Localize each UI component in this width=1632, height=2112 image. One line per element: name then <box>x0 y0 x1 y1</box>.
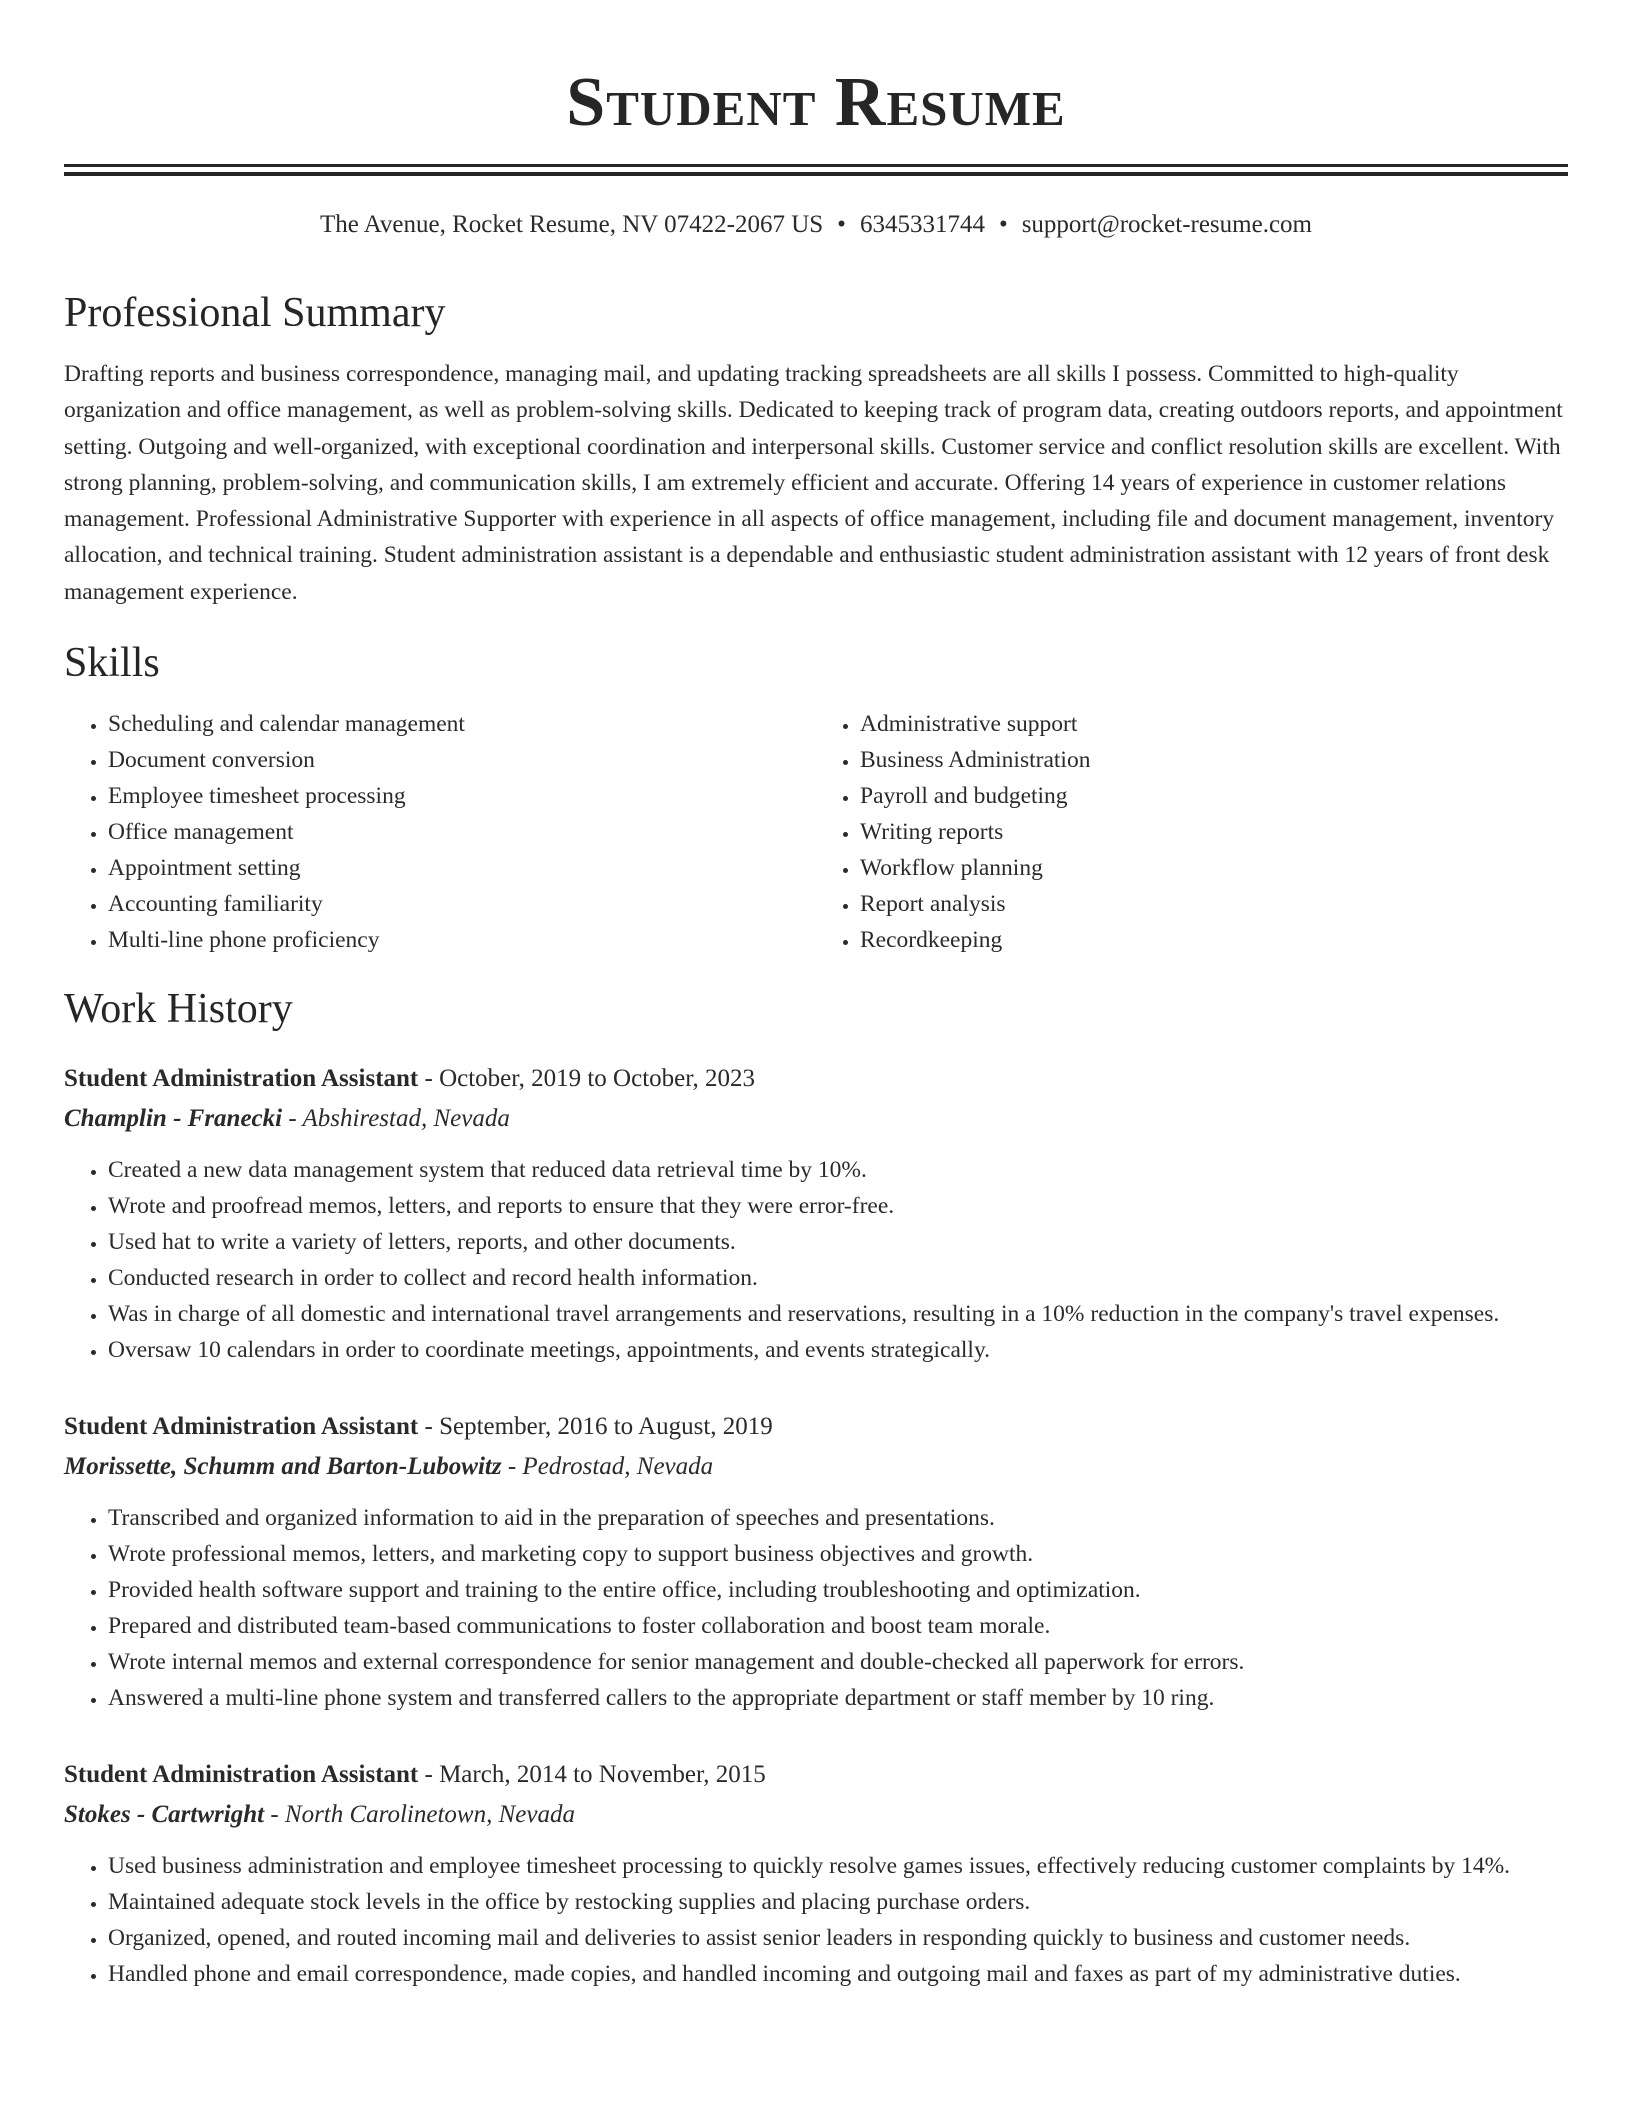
skills-list-right <box>816 706 1568 958</box>
job-location: - Pedrostad, Nevada <box>501 1453 714 1481</box>
skills-list-left <box>64 706 816 958</box>
skill-item: • Employee timesheet processing <box>108 778 816 814</box>
job-entry <box>64 1060 1568 1368</box>
job-bullet: • Answered a multi-line phone system and transferred callers to the appropriate department or staff member by 10 ring. <box>108 1680 1568 1716</box>
job-bullet: • Wrote and proofread memos, letters, and reports to ensure that they were error-free. <box>108 1188 1568 1224</box>
job-location: - North Carolinetown, Nevada <box>264 1801 575 1829</box>
job-bullets <box>64 1500 1568 1716</box>
job-company-line <box>64 1796 1568 1834</box>
skill-item: • Document conversion <box>108 742 816 778</box>
job-entry <box>64 1408 1568 1716</box>
resume-title: Student Resume <box>566 64 1066 141</box>
contact-separator: • <box>998 211 1008 238</box>
skills-heading: Skills <box>64 640 160 687</box>
skill-item: • Scheduling and calendar management <box>108 706 816 742</box>
job-dates: - March, 2014 to November, 2015 <box>418 1761 766 1789</box>
job-bullet: • Handled phone and email correspondence, made copies, and handled incoming and outgoing mail and faxes as part of my administrative duties. <box>108 1956 1568 1992</box>
skill-item: • Accounting familiarity <box>108 886 816 922</box>
job-title-line <box>64 1408 1568 1446</box>
resume-content <box>64 0 1568 1992</box>
job-dates: - September, 2016 to August, 2019 <box>418 1413 773 1441</box>
job-bullet: • Organized, opened, and routed incoming mail and deliveries to assist senior leaders in responding quickly to business and customer needs. <box>108 1920 1568 1956</box>
title-divider <box>64 164 1568 176</box>
contact-line <box>64 210 1568 240</box>
job-company: Champlin - Franecki <box>64 1105 283 1133</box>
skill-item: • Recordkeeping <box>860 922 1568 958</box>
job-title-line <box>64 1060 1568 1098</box>
job-title-line <box>64 1756 1568 1794</box>
job-bullet: • Was in charge of all domestic and international travel arrangements and reservations, resulting in a 10% reduction in the company's travel expenses. <box>108 1296 1568 1332</box>
job-company-line <box>64 1100 1568 1138</box>
job-entry <box>64 1756 1568 1992</box>
skill-item: • Appointment setting <box>108 850 816 886</box>
skill-item: • Payroll and budgeting <box>860 778 1568 814</box>
job-company: Morissette, Schumm and Barton-Lubowitz <box>64 1453 502 1481</box>
job-bullets <box>64 1848 1568 1992</box>
summary-text: Drafting reports and business correspondence, managing mail, and updating tracking spreadsheets are all skills I possess. Committed to high-quality organization and office management, as well as problem-solving skills. Dedicated to keeping track of program data, creating outdoors reports, and appointment setting. Outgoing and well-organized, with exceptional coordination and interpersonal skills. Customer service and conflict resolution skills are excellent. With strong planning, problem-solving, and communication skills, I am extremely efficient and accurate. Offering 14 years of experience in customer relations management. Professional Administrative Supporter with experience in all aspects of office management, including file and document management, inventory allocation, and technical training. Student administration assistant is a dependable and enthusiastic student administration assistant with 12 years of front desk management experience. <box>64 361 1563 605</box>
job-dates: - October, 2019 to October, 2023 <box>418 1065 756 1093</box>
job-bullet: • Conducted research in order to collect and record health information. <box>108 1260 1568 1296</box>
summary-heading: Professional Summary <box>64 290 446 336</box>
contact-separator: • <box>837 211 846 238</box>
skill-item: • Writing reports <box>860 814 1568 850</box>
job-company-line <box>64 1448 1568 1486</box>
job-bullet: • Provided health software support and training to the entire office, including troubleshooting and optimization. <box>108 1572 1568 1608</box>
job-bullet: • Used hat to write a variety of letters, reports, and other documents. <box>108 1224 1568 1260</box>
job-company: Stokes - Cartwright <box>64 1801 265 1829</box>
contact-email: support@rocket-resume.com <box>1021 211 1312 238</box>
skill-item: • Workflow planning <box>860 850 1568 886</box>
contact-address: The Avenue, Rocket Resume, NV 07422-2067 US <box>319 211 824 238</box>
skill-item: • Office management <box>108 814 816 850</box>
job-bullet: • Used business administration and employee timesheet processing to quickly resolve games issues, effectively reducing customer complaints by 14%. <box>108 1848 1568 1884</box>
skill-item: • Administrative support <box>860 706 1568 742</box>
job-bullet: • Oversaw 10 calendars in order to coordinate meetings, appointments, and events strategically. <box>108 1332 1568 1368</box>
job-bullet: • Maintained adequate stock levels in the office by restocking supplies and placing purchase orders. <box>108 1884 1568 1920</box>
job-role: Student Administration Assistant <box>64 1413 419 1441</box>
job-bullets <box>64 1152 1568 1368</box>
job-bullet: • Wrote professional memos, letters, and marketing copy to support business objectives and growth. <box>108 1536 1568 1572</box>
work-history-heading: Work History <box>64 986 293 1033</box>
job-role: Student Administration Assistant <box>64 1761 419 1789</box>
contact-phone: 6345331744 <box>859 211 985 238</box>
job-bullet: • Prepared and distributed team-based communications to foster collaboration and boost team morale. <box>108 1608 1568 1644</box>
skill-item: • Report analysis <box>860 886 1568 922</box>
skill-item: • Business Administration <box>860 742 1568 778</box>
job-bullet: • Created a new data management system that reduced data retrieval time by 10%. <box>108 1152 1568 1188</box>
job-bullet: • Transcribed and organized information to aid in the preparation of speeches and presentations. <box>108 1500 1568 1536</box>
skill-item: • Multi-line phone proficiency <box>108 922 816 958</box>
job-bullet: • Wrote internal memos and external correspondence for senior management and double-checked all paperwork for errors. <box>108 1644 1568 1680</box>
job-location: - Abshirestad, Nevada <box>282 1105 510 1133</box>
skills-columns <box>64 706 1568 958</box>
job-role: Student Administration Assistant <box>64 1065 419 1093</box>
